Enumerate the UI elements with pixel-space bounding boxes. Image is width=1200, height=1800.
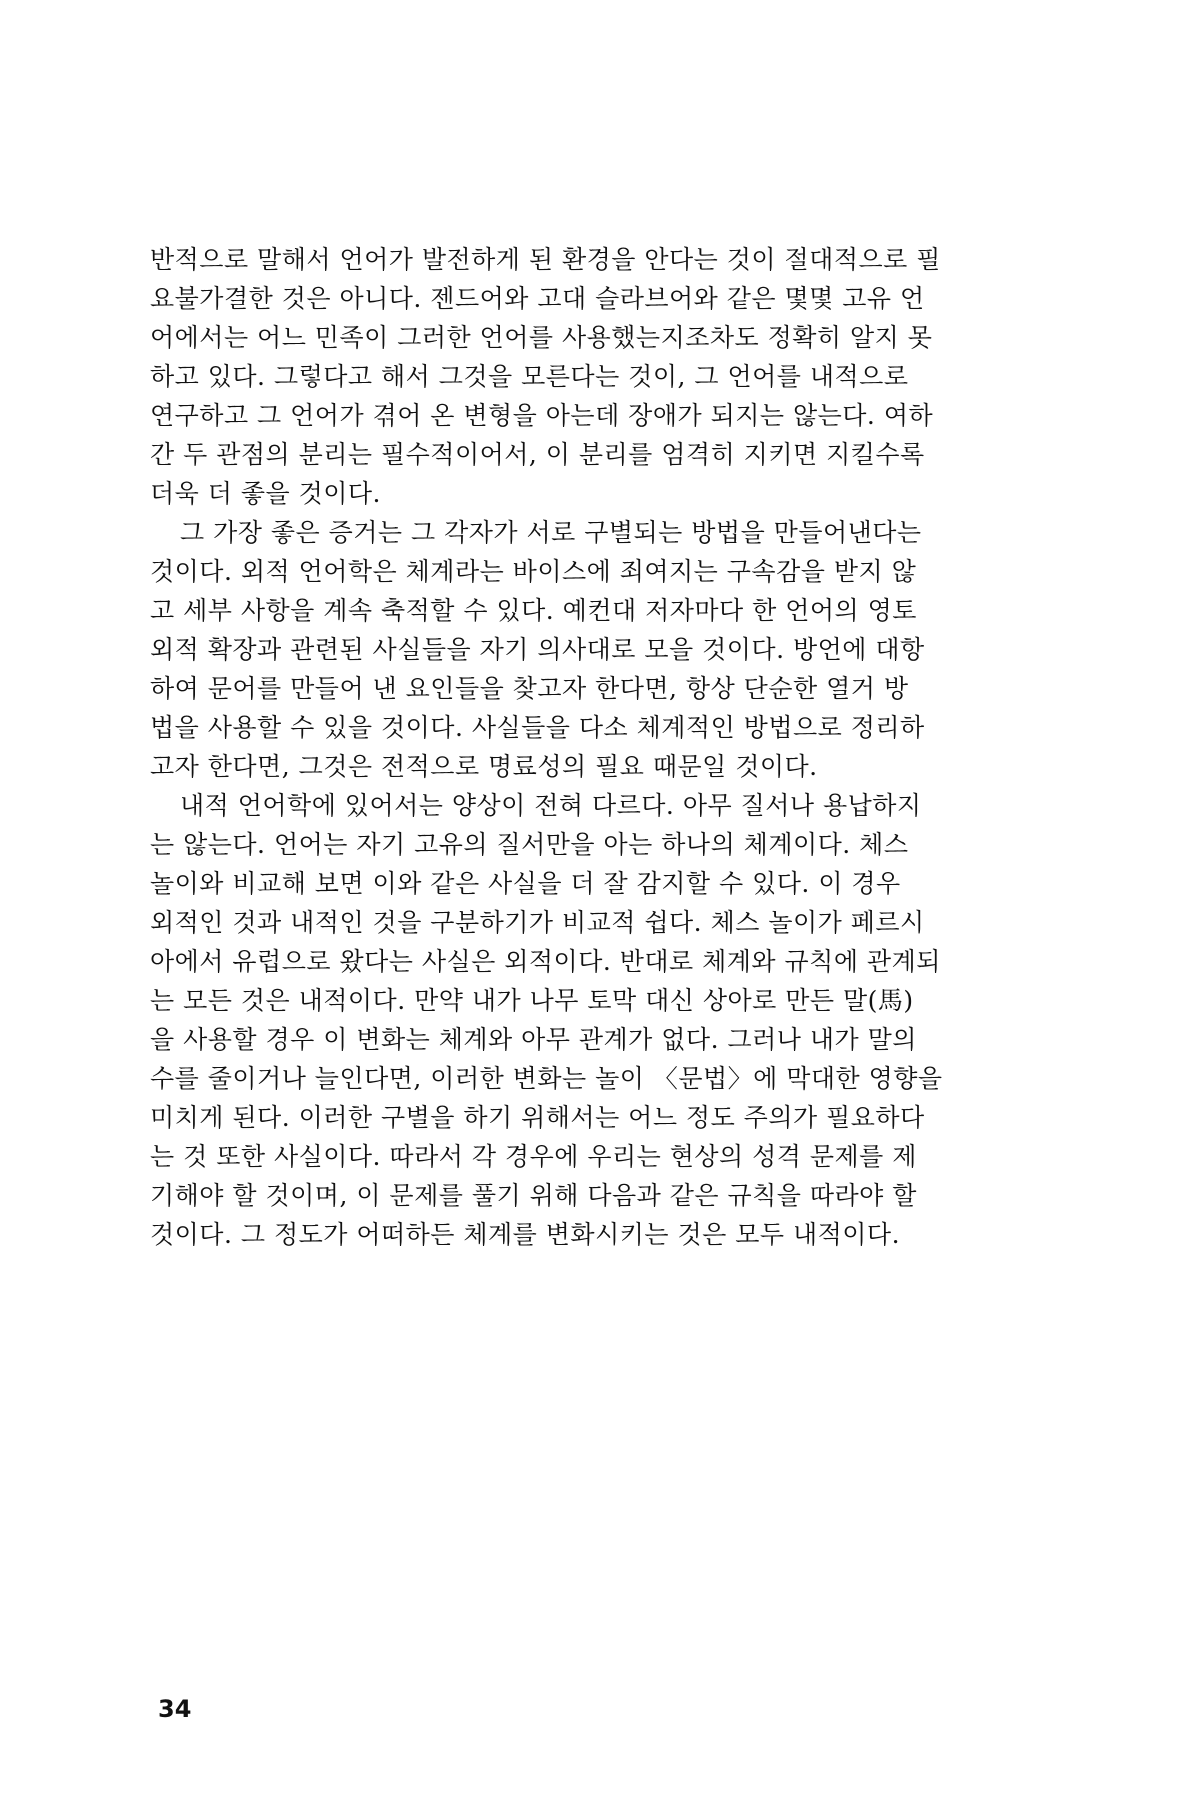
text-line: 것이다. 그 정도가 어떠하든 체계를 변화시키는 것은 모두 내적이다. (150, 1220, 901, 1249)
text-line: 반적으로 말해서 언어가 발전하게 된 환경을 안다는 것이 절대적으로 필 (150, 245, 941, 274)
text-line: 는 것 또한 사실이다. 따라서 각 경우에 우리는 현상의 성격 문제를 제 (150, 1142, 917, 1171)
text-line: 하고 있다. 그렇다고 해서 그것을 모른다는 것이, 그 언어를 내적으로 (150, 362, 909, 391)
text-line: 는 모든 것은 내적이다. 만약 내가 나무 토막 대신 상아로 만든 말(馬) (150, 986, 914, 1015)
text-line: 내적 언어학에 있어서는 양상이 전혀 다르다. 아무 질서나 용납하지 (180, 791, 922, 820)
text-line: 는 않는다. 언어는 자기 고유의 질서만을 아는 하나의 체계이다. 체스 (150, 830, 909, 859)
text-line: 법을 사용할 수 있을 것이다. 사실들을 다소 체계적인 방법으로 정리하 (150, 713, 925, 742)
text-line: 그 가장 좋은 증거는 그 각자가 서로 구별되는 방법을 만들어낸다는 (180, 518, 922, 547)
text-line: 간 두 관점의 분리는 필수적이어서, 이 분리를 엄격히 지키면 지킬수록 (150, 440, 925, 469)
page-number: 34 (158, 1695, 192, 1723)
body-text (150, 240, 1045, 1254)
text-line: 요불가결한 것은 아니다. 젠드어와 고대 슬라브어와 같은 몇몇 고유 언 (150, 284, 925, 313)
text-line: 기해야 할 것이며, 이 문제를 풀기 위해 다음과 같은 규칙을 따라야 할 (150, 1181, 917, 1210)
text-line: 고자 한다면, 그것은 전적으로 명료성의 필요 때문일 것이다. (150, 752, 818, 781)
text-line: 을 사용할 경우 이 변화는 체계와 아무 관계가 없다. 그러나 내가 말의 (150, 1025, 917, 1054)
text-line: 연구하고 그 언어가 겪어 온 변형을 아는데 장애가 되지는 않는다. 여하 (150, 401, 934, 430)
text-line: 미치게 된다. 이러한 구별을 하기 위해서는 어느 정도 주의가 필요하다 (150, 1103, 925, 1132)
text-line: 것이다. 외적 언어학은 체계라는 바이스에 죄여지는 구속감을 받지 않 (150, 557, 917, 586)
text-line: 더욱 더 좋을 것이다. (150, 479, 381, 508)
text-line: 외적 확장과 관련된 사실들을 자기 의사대로 모을 것이다. 방언에 대항 (150, 635, 925, 664)
text-line: 하여 문어를 만들어 낸 요인들을 찾고자 한다면, 항상 단순한 열거 방 (150, 674, 909, 703)
text-line: 수를 줄이거나 늘인다면, 이러한 변화는 놀이 〈문법〉에 막대한 영향을 (150, 1064, 943, 1093)
text-line: 외적인 것과 내적인 것을 구분하기가 비교적 쉽다. 체스 놀이가 페르시 (150, 908, 925, 937)
text-line: 고 세부 사항을 계속 축적할 수 있다. 예컨대 저자마다 한 언어의 영토 (150, 596, 917, 625)
text-line: 놀이와 비교해 보면 이와 같은 사실을 더 잘 감지할 수 있다. 이 경우 (150, 869, 901, 898)
text-line: 어에서는 어느 민족이 그러한 언어를 사용했는지조차도 정확히 알지 못 (150, 323, 933, 352)
text-line: 아에서 유럽으로 왔다는 사실은 외적이다. 반대로 체계와 규칙에 관계되 (150, 947, 941, 976)
